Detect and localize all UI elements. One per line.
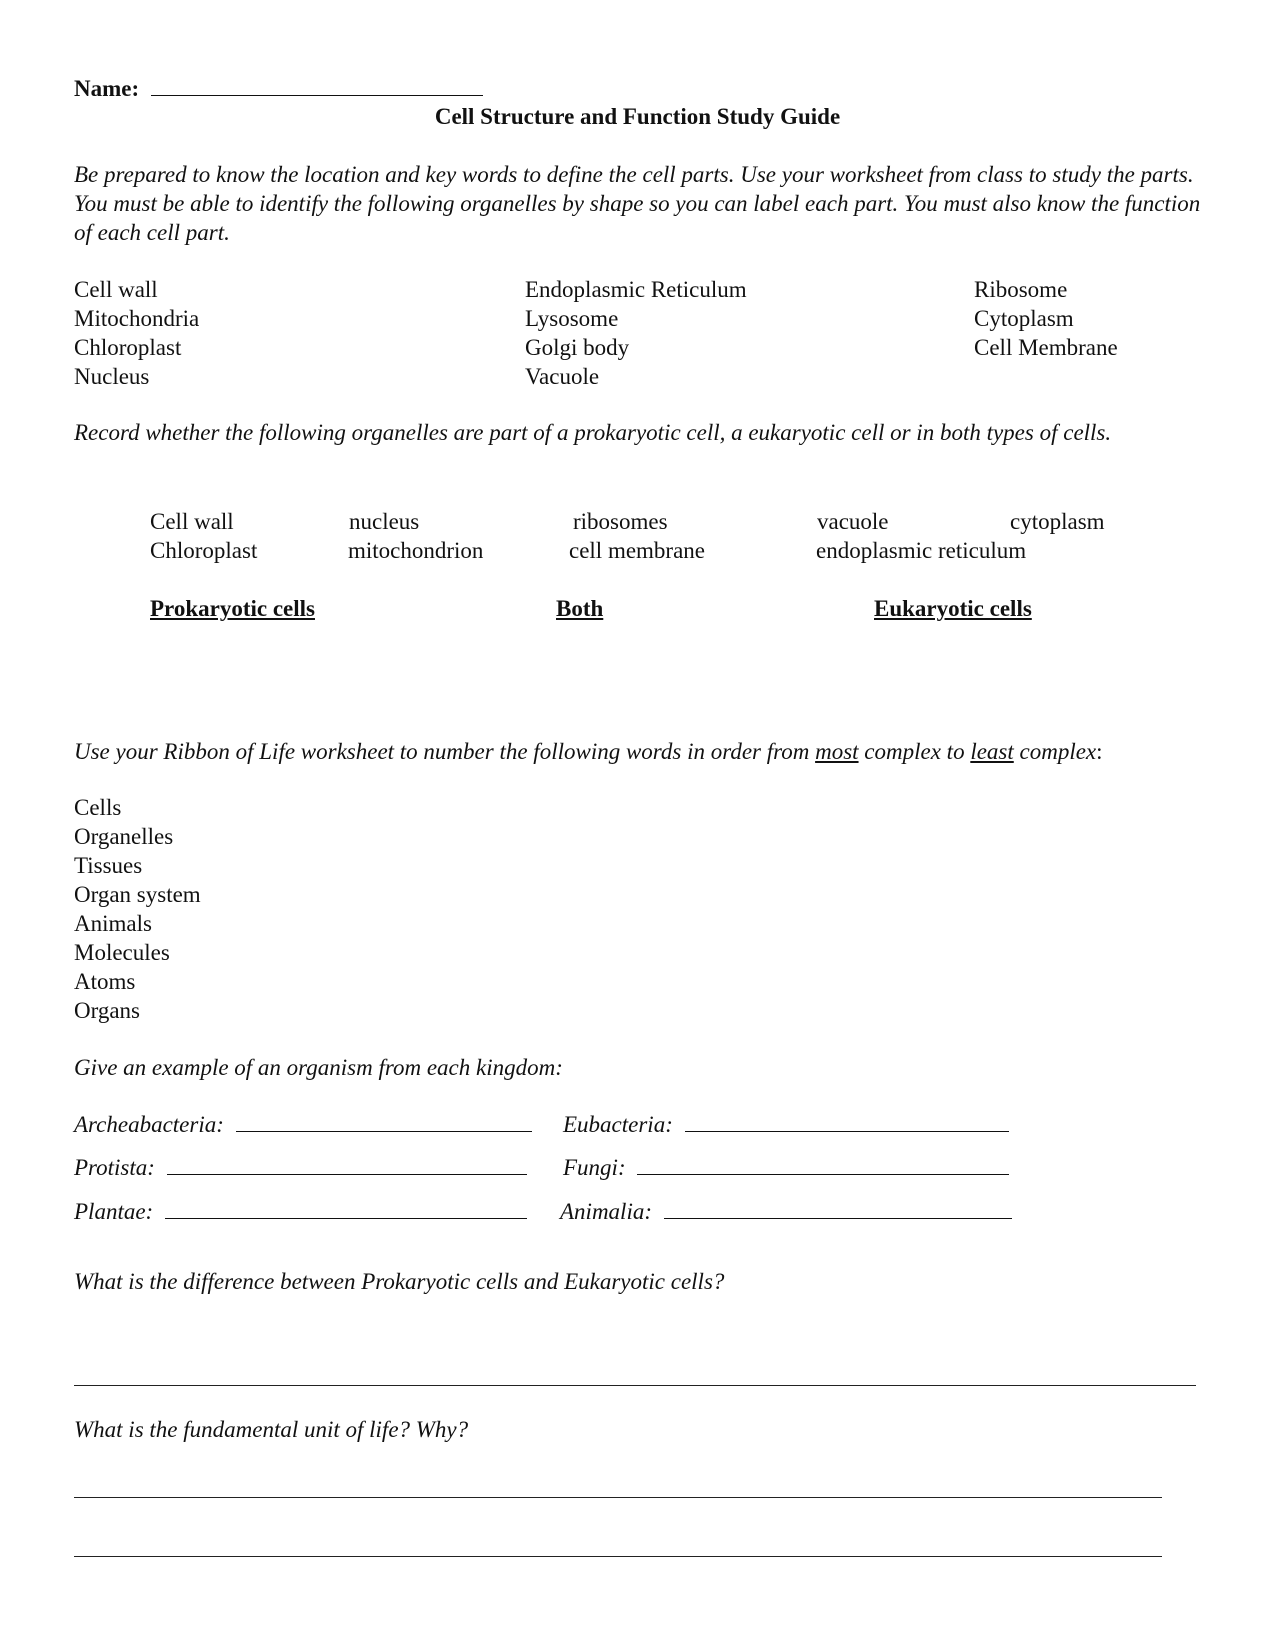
list-item: Organs (74, 998, 141, 1023)
word-bank-item: Chloroplast (150, 538, 258, 563)
archeabacteria-blank[interactable] (236, 1113, 532, 1132)
emphasis-least: least (970, 739, 1014, 764)
list-item: Cytoplasm (974, 306, 1074, 331)
kingdom-instruction: Give an example of an organism from each kingdom: (74, 1055, 563, 1080)
answer-line[interactable] (74, 1497, 1162, 1498)
ribbon-list (74, 793, 201, 1025)
word-bank-item: cell membrane (569, 538, 706, 563)
name-field (74, 77, 483, 100)
list-item: Cell Membrane (974, 335, 1118, 360)
kingdom-animalia: Animalia: (560, 1200, 1012, 1223)
ribbon-instruction: Use your Ribbon of Life worksheet to number the following words in order from most complex to least complex: (74, 739, 1103, 764)
list-item: Organ system (74, 882, 201, 907)
cell-parts-col-3 (974, 275, 1118, 362)
name-blank[interactable] (151, 77, 483, 96)
heading-both: Both (556, 596, 604, 621)
list-item: Chloroplast (74, 335, 182, 360)
name-label: Name: (74, 76, 140, 101)
kingdom-eubacteria: Eubacteria: (563, 1113, 1009, 1136)
word-bank-item: Cell wall (150, 509, 234, 534)
kingdom-plantae: Plantae: (74, 1200, 527, 1223)
list-item: Animals (74, 911, 152, 936)
kingdom-fungi: Fungi: (563, 1156, 1009, 1179)
list-item: Cells (74, 795, 122, 820)
list-item: Ribosome (974, 277, 1068, 302)
heading-eukaryotic: Eukaryotic cells (874, 596, 1032, 621)
cell-parts-col-1 (74, 275, 199, 391)
protista-blank[interactable] (167, 1156, 527, 1175)
kingdom-protista: Protista: (74, 1156, 527, 1179)
word-bank-item: cytoplasm (1010, 509, 1105, 534)
word-bank-item: endoplasmic reticulum (816, 538, 1027, 563)
cell-parts-col-2 (525, 275, 747, 391)
word-bank-item: vacuole (817, 509, 889, 534)
answer-line[interactable] (74, 1385, 1196, 1386)
list-item: Golgi body (525, 335, 630, 360)
eubacteria-blank[interactable] (685, 1113, 1009, 1132)
kingdom-archeabacteria: Archeabacteria: (74, 1113, 532, 1136)
word-bank-item: mitochondrion (348, 538, 484, 563)
list-item: Organelles (74, 824, 174, 849)
question-fundamental-unit: What is the fundamental unit of life? Why? (74, 1417, 469, 1442)
list-item: Tissues (74, 853, 143, 878)
list-item: Lysosome (525, 306, 619, 331)
list-item: Nucleus (74, 364, 150, 389)
animalia-blank[interactable] (664, 1200, 1012, 1219)
word-bank-item: nucleus (349, 509, 420, 534)
word-bank-item: ribosomes (573, 509, 668, 534)
page-title: Cell Structure and Function Study Guide (434, 104, 841, 129)
answer-line[interactable] (74, 1556, 1162, 1557)
list-item: Endoplasmic Reticulum (525, 277, 747, 302)
heading-prokaryotic: Prokaryotic cells (150, 596, 315, 621)
intro-paragraph: Be prepared to know the location and key words to define the cell parts. Use your worksheet from class to study the parts. You must be able to identify the following organelles by shape so you can label each part. You must also know the function of each cell part. (74, 162, 1201, 245)
list-item: Mitochondria (74, 306, 200, 331)
emphasis-most: most (815, 739, 859, 764)
question-prokaryotic-vs-eukaryotic: What is the difference between Prokaryotic cells and Eukaryotic cells? (74, 1269, 725, 1294)
record-instruction: Record whether the following organelles are part of a prokaryotic cell, a eukaryotic cell or in both types of cells. (74, 420, 1112, 445)
plantae-blank[interactable] (165, 1200, 527, 1219)
list-item: Atoms (74, 969, 136, 994)
list-item: Cell wall (74, 277, 158, 302)
list-item: Molecules (74, 940, 170, 965)
list-item: Vacuole (525, 364, 600, 389)
fungi-blank[interactable] (637, 1156, 1009, 1175)
